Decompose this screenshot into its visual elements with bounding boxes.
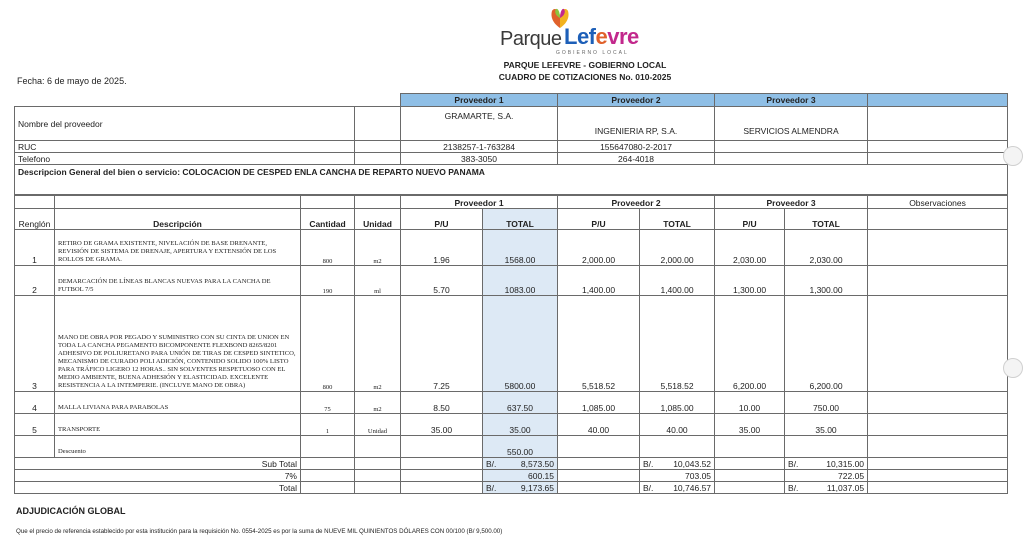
row-description: TRANSPORTE xyxy=(55,414,301,436)
row-number: 5 xyxy=(15,414,55,436)
date-label: Fecha: 6 de mayo de 2025. xyxy=(17,76,127,86)
row-p3-pu: 2,030.00 xyxy=(715,230,785,266)
table-row xyxy=(15,230,1008,266)
org-name: PARQUE LEFEVRE - GOBIERNO LOCAL xyxy=(503,60,667,70)
table-provider-3-header: Proveedor 3 xyxy=(715,196,868,209)
row-quantity: 75 xyxy=(301,392,355,414)
tax-row xyxy=(15,470,1008,482)
row-quantity: 800 xyxy=(301,296,355,392)
row-unit: ml xyxy=(355,266,401,296)
row-p1-pu: 5.70 xyxy=(401,266,483,296)
currency: B/. xyxy=(643,483,654,493)
p2-tax: 703.05 xyxy=(640,470,715,482)
provider-3-header: Proveedor 3 xyxy=(715,94,868,107)
row-p1-total: 5800.00 xyxy=(483,296,558,392)
discount-p1: 550.00 xyxy=(483,436,558,458)
row-unit: m2 xyxy=(355,296,401,392)
observations-header: Observaciones xyxy=(868,196,1008,209)
row-p1-total: 1568.00 xyxy=(483,230,558,266)
table-row xyxy=(15,296,1008,392)
col-cantidad: Cantidad xyxy=(301,209,355,230)
row-p3-pu: 6,200.00 xyxy=(715,296,785,392)
col-p2-pu: P/U xyxy=(558,209,640,230)
table-row xyxy=(15,414,1008,436)
subtotal-row xyxy=(15,458,1008,470)
logo-word-lefevre: Lefevre xyxy=(564,24,639,49)
p3-tax: 722.05 xyxy=(785,470,868,482)
row-p1-pu: 1.96 xyxy=(401,230,483,266)
col-descripcion: Descripción xyxy=(55,209,301,230)
p3-subtotal: 10,315.00 xyxy=(826,459,865,469)
col-p3-total: TOTAL xyxy=(785,209,868,230)
row-unit: m2 xyxy=(355,392,401,414)
award-heading: ADJUDICACIÓN GLOBAL xyxy=(16,506,126,516)
discount-row xyxy=(15,436,1008,458)
provider-1-header: Proveedor 1 xyxy=(401,94,558,107)
row-p3-total: 2,030.00 xyxy=(785,230,868,266)
general-description: Descripcion General del bien o servicio: COLOCACION DE CESPED ENLA CANCHA DE REPARTO NUEVO PANAMA xyxy=(15,165,1008,195)
row-p2-pu: 2,000.00 xyxy=(558,230,640,266)
logo xyxy=(498,6,658,60)
row-p2-total: 1,400.00 xyxy=(640,266,715,296)
provider-1-name: GRAMARTE, S.A. xyxy=(401,107,558,141)
phone-label: Telefono xyxy=(15,153,355,165)
row-p3-total: 1,300.00 xyxy=(785,266,868,296)
row-unit: m2 xyxy=(355,230,401,266)
col-unidad: Unidad xyxy=(355,209,401,230)
provider-3-ruc xyxy=(715,141,868,153)
quotation-table xyxy=(14,195,1008,494)
row-p2-total: 5,518.52 xyxy=(640,296,715,392)
provider-3-name: SERVICIOS ALMENDRA xyxy=(715,107,868,141)
row-p1-pu: 35.00 xyxy=(401,414,483,436)
row-p3-total: 6,200.00 xyxy=(785,296,868,392)
currency: B/. xyxy=(788,459,799,469)
table-provider-2-header: Proveedor 2 xyxy=(558,196,715,209)
col-p1-pu: P/U xyxy=(401,209,483,230)
row-quantity: 190 xyxy=(301,266,355,296)
currency: B/. xyxy=(486,459,497,469)
provider-2-header: Proveedor 2 xyxy=(558,94,715,107)
row-p2-pu: 1,400.00 xyxy=(558,266,640,296)
row-p1-total: 637.50 xyxy=(483,392,558,414)
row-number: 3 xyxy=(15,296,55,392)
row-p2-pu: 5,518.52 xyxy=(558,296,640,392)
row-p1-pu: 7.25 xyxy=(401,296,483,392)
logo-subtitle: GOBIERNO LOCAL xyxy=(556,50,629,56)
col-renglon: Renglón xyxy=(15,209,55,230)
total-label: Total xyxy=(15,482,301,494)
p1-subtotal: 8,573.50 xyxy=(520,459,555,469)
page-scroll-handle[interactable] xyxy=(1003,146,1023,166)
document-title: CUADRO DE COTIZACIONES No. 010-2025 xyxy=(498,72,672,82)
row-p2-total: 2,000.00 xyxy=(640,230,715,266)
p3-total: 11,037.05 xyxy=(826,483,865,493)
col-p2-total: TOTAL xyxy=(640,209,715,230)
ruc-label: RUC xyxy=(15,141,355,153)
row-description: MANO DE OBRA POR PEGADO Y SUMINISTRO CON SU CINTA DE UNION EN TODA LA CANCHA PEGAMENTO BICOMPONENTE FLEXBOND 8265/8201 ADHESIVO DE POLIURETANO PARA UNIÓN DE TIRAS DE CESPED SINTETICO, MECANISMO DE CURADO POLI ADICIÓN, CONTENIDO SOLIDO 100% LISTO PARA TRÁFICO LIGERO 12 HORAS.. SIN SOLVENTES RESPETUOSO CON EL MEDIO AMBIENTE, BUENA ADHESIÓN Y ELASTICIDAD. EXCELENTE RESISTENCIA A LA INTEMPERIE. (INCLUYE MANO DE OBRA) xyxy=(55,296,301,392)
page-scroll-handle[interactable] xyxy=(1003,358,1023,378)
provider-info-table xyxy=(14,93,1008,195)
currency: B/. xyxy=(486,483,497,493)
col-p1-total: TOTAL xyxy=(483,209,558,230)
total-row xyxy=(15,482,1008,494)
row-p2-pu: 40.00 xyxy=(558,414,640,436)
provider-3-phone xyxy=(715,153,868,165)
tax-label: 7% xyxy=(15,470,301,482)
col-p3-pu: P/U xyxy=(715,209,785,230)
table-row xyxy=(15,392,1008,414)
row-number: 1 xyxy=(15,230,55,266)
row-p3-pu: 10.00 xyxy=(715,392,785,414)
row-description: RETIRO DE GRAMA EXISTENTE, NIVELACIÓN DE BASE DRENANTE, REVISIÓN DE SISTEMA DE DRENAJE, APERTURA Y EXTENSIÓN DE LOS ROLLOS DE GRAMA. xyxy=(55,230,301,266)
row-p3-pu: 35.00 xyxy=(715,414,785,436)
discount-label: Descuento xyxy=(55,436,301,458)
row-p1-total: 35.00 xyxy=(483,414,558,436)
provider-2-phone: 264-4018 xyxy=(558,153,715,165)
row-unit: Unidad xyxy=(355,414,401,436)
row-number: 4 xyxy=(15,392,55,414)
row-p1-pu: 8.50 xyxy=(401,392,483,414)
provider-1-ruc: 2138257-1-763284 xyxy=(401,141,558,153)
provider-2-name: INGENIERIA RP, S.A. xyxy=(558,107,715,141)
row-p1-total: 1083.00 xyxy=(483,266,558,296)
provider-name-label: Nombre del proveedor xyxy=(15,107,355,141)
p1-tax: 600.15 xyxy=(483,470,558,482)
row-p3-pu: 1,300.00 xyxy=(715,266,785,296)
currency: B/. xyxy=(643,459,654,469)
currency: B/. xyxy=(788,483,799,493)
row-p2-pu: 1,085.00 xyxy=(558,392,640,414)
row-quantity: 800 xyxy=(301,230,355,266)
row-description: MALLA LIVIANA PARA PARABOLAS xyxy=(55,392,301,414)
provider-2-ruc: 155647080-2-2017 xyxy=(558,141,715,153)
reference-price-note: Que el precio de referencia establecido por esta institución para la requisición No. 0554-2025 es por la suma de NUEVE MIL QUINIENTOS DÓLARES CON 00/100 (B/ 9,500.00) xyxy=(16,528,503,535)
p1-total: 9,173.65 xyxy=(520,483,555,493)
row-number: 2 xyxy=(15,266,55,296)
row-p3-total: 750.00 xyxy=(785,392,868,414)
row-p2-total: 1,085.00 xyxy=(640,392,715,414)
logo-word-parque: Parque xyxy=(500,28,562,50)
row-p3-total: 35.00 xyxy=(785,414,868,436)
subtotal-label: Sub Total xyxy=(15,458,301,470)
p2-total: 10,746.57 xyxy=(673,483,712,493)
row-p2-total: 40.00 xyxy=(640,414,715,436)
table-provider-1-header: Proveedor 1 xyxy=(401,196,558,209)
provider-1-phone: 383-3050 xyxy=(401,153,558,165)
row-quantity: 1 xyxy=(301,414,355,436)
p2-subtotal: 10,043.52 xyxy=(673,459,712,469)
row-description: DEMARCACIÓN DE LÍNEAS BLANCAS NUEVAS PARA LA CANCHA DE FUTBOL 7/5 xyxy=(55,266,301,296)
table-row xyxy=(15,266,1008,296)
